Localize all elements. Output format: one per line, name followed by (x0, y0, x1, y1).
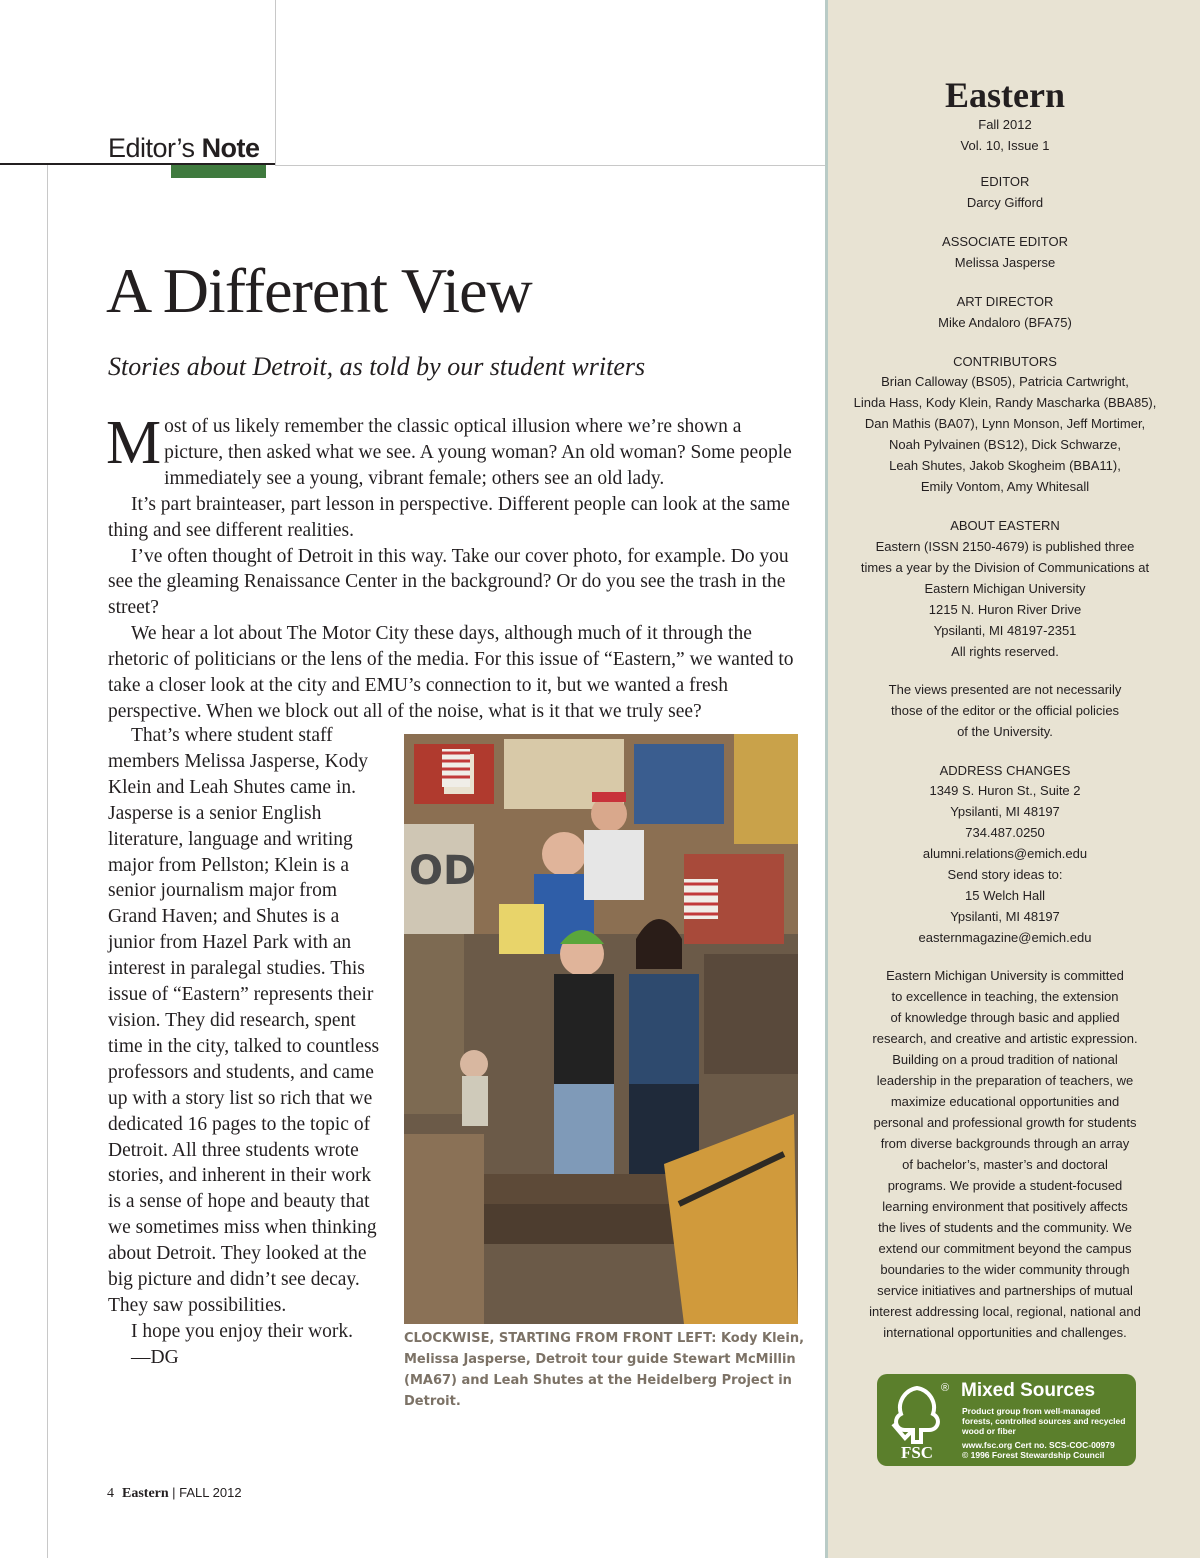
mission-line: from diverse backgrounds through an array (880, 1136, 1130, 1151)
associate-editor-name: Melissa Jasperse (954, 255, 1056, 270)
address-line: alumni.relations@emich.edu (922, 846, 1088, 861)
caption-text: Kody Klein, Melissa Jasperse, Detroit tour guide Stewart McMillin (MA67) and Leah Shutes at the Heidelberg Project in Detroit. (404, 1331, 805, 1409)
paragraph-1 (106, 409, 804, 492)
footer-issue: | FALL 2012 (172, 1485, 242, 1500)
contributors-heading: CONTRIBUTORS (953, 354, 1057, 369)
mission-line: personal and professional growth for students (873, 1115, 1137, 1130)
art-director-heading: ART DIRECTOR (956, 294, 1054, 309)
contributors-line: Leah Shutes, Jakob Skogheim (BBA11), (889, 458, 1121, 473)
mission-line: to excellence in teaching, the extension (891, 989, 1119, 1004)
views-line: those of the editor or the official policies (890, 703, 1120, 718)
masthead-title: Eastern (945, 75, 1065, 115)
signature: —DG (131, 1346, 179, 1368)
address-line: 15 Welch Hall (965, 888, 1045, 903)
contributors-line: Emily Vontom, Amy Whitesall (920, 479, 1090, 494)
rule-header-grey (275, 165, 825, 166)
article-body-column (108, 723, 385, 1371)
mission-line: international opportunities and challenges. (883, 1325, 1127, 1340)
rule-vertical-left (47, 165, 48, 1558)
address-heading: ADDRESS CHANGES (939, 763, 1071, 778)
svg-text:OD: OD (409, 848, 477, 894)
page-footer (107, 1485, 242, 1502)
mission-line: research, and creative and artistic expression. (872, 1031, 1138, 1046)
masthead-volume: Vol. 10, Issue 1 (960, 138, 1050, 153)
drop-cap: M (106, 409, 162, 477)
address-line: easternmagazine@emich.edu (918, 930, 1092, 945)
mission-line: Eastern Michigan University is committed (886, 968, 1124, 983)
article-photo (404, 734, 798, 1324)
about-heading: ABOUT EASTERN (950, 518, 1060, 533)
article-title: A Different View (106, 255, 532, 326)
fsc-cert (962, 1440, 1132, 1460)
about-line: Eastern (ISSN 2150-4679) is published three (875, 539, 1135, 554)
views-line: The views presented are not necessarily (888, 682, 1122, 697)
views-line: of the University. (957, 724, 1053, 739)
address-line: 734.487.0250 (965, 825, 1045, 840)
mission-line: leadership in the preparation of teachers, we (876, 1073, 1134, 1088)
address-line: Ypsilanti, MI 48197 (950, 909, 1060, 924)
art-director-name: Mike Andaloro (BFA75) (938, 315, 1072, 330)
mission-line: learning environment that positively affects (882, 1199, 1128, 1214)
section-label (108, 133, 260, 164)
article-subtitle: Stories about Detroit, as told by our student writers (108, 352, 646, 381)
contributors-line: Dan Mathis (BA07), Lynn Monson, Jeff Mortimer, (864, 416, 1146, 431)
about-line: times a year by the Division of Communications at (860, 560, 1150, 575)
photo-illustration (404, 734, 798, 1324)
contributors-line: Brian Calloway (BS05), Patricia Cartwright, (881, 374, 1129, 389)
address-line: Ypsilanti, MI 48197 (950, 804, 1060, 819)
fsc-badge (877, 1374, 1136, 1466)
mission-line: programs. We provide a student-focused (887, 1178, 1123, 1193)
caption-lead: CLOCKWISE, STARTING FROM FRONT LEFT: (404, 1331, 717, 1346)
about-line: 1215 N. Huron River Drive (928, 602, 1082, 617)
address-text (828, 780, 1182, 948)
address-line: Send story ideas to: (947, 867, 1063, 882)
section-label-light: Editor’s (108, 133, 195, 163)
mission-line: maximize educational opportunities and (890, 1094, 1120, 1109)
about-line: Ypsilanti, MI 48197-2351 (933, 623, 1077, 638)
paragraph-3: I’ve often thought of Detroit in this way. Take our cover photo, for example. Do you see the gleaming Renaissance Center in the background? Or do you see the trash in the street? (108, 545, 789, 619)
paragraph-5: That’s where student staff members Melissa Jasperse, Kody Klein and Leah Shutes came in. Jasperse is a senior English literature, language and writing major from Pellston; Klein is a senior journalism major from Grand Haven; and Shutes is a junior from Hazel Park with an interest in paralegal studies. This issue of “Eastern” represents their vision. They did research, spent time in the city, talked to countless professors and students, and came up with a story list so rich that we dedicated 16 pages to the topic of Detroit. All three students wrote stories, and inherent in their work is a sense of hope and beauty that we sometimes miss when thinking about Detroit. They looked at the big picture and didn’t see decay. They saw possibilities. (108, 725, 380, 1316)
address-line: 1349 S. Huron St., Suite 2 (929, 783, 1081, 798)
mission-line: of bachelor’s, master’s and doctoral (902, 1157, 1108, 1172)
fsc-description: Product group from well-managed forests, controlled sources and recycled wood or fiber (962, 1406, 1126, 1436)
contributors-list (828, 371, 1182, 497)
about-line: All rights reserved. (951, 644, 1059, 659)
paragraph-4: We hear a lot about The Motor City these days, although much of it through the rhetoric of politicians or the lens of the media. For this issue of “Eastern,” we wanted to take a closer look at the city and EMU’s connection to it, but we wanted a fresh perspective. When we block out all of the noise, what is it that we truly see? (108, 623, 794, 722)
masthead-season: Fall 2012 (978, 117, 1032, 132)
article-body-top (106, 409, 804, 725)
paragraph-2: It’s part brainteaser, part lesson in perspective. Different people can look at the same thing and see different realities. (108, 493, 790, 541)
mission-statement (828, 965, 1182, 1343)
section-accent-bar (171, 165, 266, 178)
views-disclaimer (828, 679, 1182, 742)
contributors-line: Linda Hass, Kody Klein, Randy Mascharka (BBA85), (853, 395, 1157, 410)
editor-name: Darcy Gifford (966, 195, 1044, 210)
about-line: Eastern Michigan University (924, 581, 1086, 596)
footer-magazine: Eastern (122, 1486, 169, 1501)
mission-line: interest addressing local, regional, national and (869, 1304, 1141, 1319)
rule-vertical-top (275, 0, 276, 165)
contributors-line: Noah Pylvainen (BS12), Dick Schwarze, (889, 437, 1121, 452)
about-text (828, 536, 1182, 662)
editor-heading: EDITOR (980, 174, 1030, 189)
mission-line: boundaries to the wider community through (880, 1262, 1130, 1277)
mission-line: the lives of students and the community. We (878, 1220, 1132, 1235)
associate-editor-heading: ASSOCIATE EDITOR (942, 234, 1068, 249)
mission-line: extend our commitment beyond the campus (878, 1241, 1132, 1256)
mission-line: Building on a proud tradition of national (892, 1052, 1118, 1067)
section-label-bold: Note (201, 133, 260, 163)
fsc-heading: Mixed Sources (961, 1380, 1096, 1401)
page-number: 4 (107, 1486, 114, 1501)
photo-caption (404, 1328, 808, 1412)
paragraph-1-text: ost of us likely remember the classic optical illusion where we’re shown a picture, then asked what we see. A young woman? An old woman? Some people immediately see a young, vibrant female; others see an old lady. (164, 416, 792, 489)
fsc-logo-text: FSC (900, 1443, 934, 1460)
fsc-copyright: © 1996 Forest Stewardship Council (962, 1450, 1105, 1460)
mission-line: service initiatives and partnerships of mutual (877, 1283, 1133, 1298)
mission-line: of knowledge through basic and applied (890, 1010, 1120, 1025)
paragraph-6: I hope you enjoy their work. (131, 1320, 354, 1342)
fsc-registered-mark: ® (941, 1382, 950, 1394)
fsc-cert-line: www.fsc.org Cert no. SCS-COC-00979 (962, 1440, 1115, 1450)
